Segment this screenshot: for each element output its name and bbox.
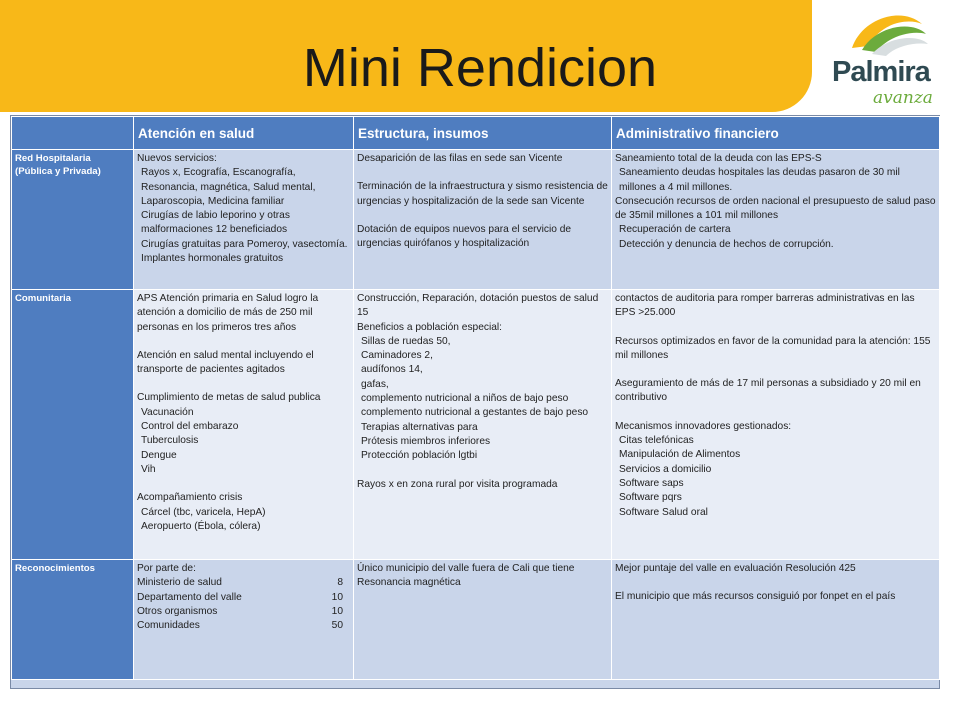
table-cell — [612, 560, 940, 680]
cell-line: Detección y denuncia de hechos de corrupción. — [619, 238, 834, 250]
row-header: Comunitaria — [12, 290, 134, 560]
recognition-source: Ministerio de salud — [137, 577, 222, 589]
header-cell: Atención en salud — [134, 117, 354, 150]
cell-line: Saneamiento deudas hospitales las deudas pasaron de 30 mil millones a 4 mil millones. — [619, 167, 900, 193]
recognition-source: Comunidades — [137, 620, 200, 632]
cell-line: Saneamiento total de la deuda con las EPS-S — [615, 153, 822, 164]
table-cell — [134, 560, 354, 680]
cell-line: Cumplimiento de metas de salud publica — [137, 392, 321, 404]
cell-line: Beneficios a población especial: — [357, 321, 502, 333]
logo-wordmark: Palmira — [832, 56, 930, 88]
cell-line: Mejor puntaje del valle en evaluación Resolución 425 — [615, 563, 856, 574]
row-header: Red Hospitalaria (Pública y Privada) — [12, 150, 134, 290]
table-cell — [612, 150, 940, 290]
cell-line: El municipio que más recursos consiguió por fonpet en el país — [615, 591, 896, 603]
cell-spacer — [615, 406, 936, 420]
cell-spacer — [615, 363, 936, 377]
cell-line: Control del embarazo — [141, 421, 239, 433]
table-header-row — [12, 117, 940, 150]
recognition-source: Otros organismos — [137, 605, 218, 617]
cell-line: 15 — [357, 307, 369, 319]
cell-spacer — [357, 209, 608, 223]
cell-line: Construcción, Reparación, dotación puestos de salud — [357, 293, 599, 304]
cell-spacer — [615, 576, 936, 590]
cell-line: Terminación de la infraestructura y sismo resistencia de urgencias y hospitalización de la sede san Vicente — [357, 181, 608, 207]
cell-line: Protección población lgtbi — [361, 450, 478, 462]
table-row — [12, 560, 940, 680]
header-cell: Administrativo financiero — [612, 117, 940, 150]
cell-line: Único municipio del valle fuera de Cali que tiene Resonancia magnética — [357, 563, 575, 589]
cell-line: APS Atención primaria en Salud logro la atención a domicilio de más de 250 mil personas en los primeros tres años — [137, 293, 319, 333]
cell-line: Consecución recursos de orden nacional el presupuesto de salud paso de 35mil millones a 101 mil millones — [615, 195, 936, 222]
cell-line: Atención en salud mental incluyendo el transporte de pacientes agitados — [137, 349, 314, 376]
cell-line: Software pqrs — [619, 492, 682, 504]
table-cell — [612, 290, 940, 560]
cell-spacer — [137, 335, 350, 349]
cell-line: Prótesis miembros inferiores — [361, 435, 491, 447]
cell-line: Sillas de ruedas 50, — [361, 335, 451, 347]
recognition-count — [137, 619, 343, 633]
cell-spacer — [137, 477, 350, 491]
header-cell: Estructura, insumos — [354, 117, 612, 150]
recognition-number: 10 — [331, 605, 343, 617]
cell-line: complemento nutricional a gestantes de bajo peso — [361, 407, 589, 419]
table-row — [12, 150, 940, 290]
cell-line: Rayos x, Ecografía, Escanografía, Resonancia, magnética, Salud mental, Laparoscopia, Medicina familiar — [141, 167, 316, 207]
cell-line: Mecanismos innovadores gestionados: — [615, 420, 792, 432]
cell-line: Cirugías de labio leporino y otras malformaciones 12 beneficiados — [141, 210, 290, 236]
recognition-count — [137, 591, 343, 605]
recognition-source: Departamento del valle — [137, 591, 242, 603]
table-cell — [354, 150, 612, 290]
cell-line: Servicios a domicilio — [619, 463, 712, 475]
cell-line: Cirugías gratuitas para Pomeroy, vasectomía. — [141, 238, 348, 250]
cell-line: contactos de auditoria para romper barreras administrativas en las EPS >25.000 — [615, 293, 915, 319]
cell-line: Vacunación — [141, 406, 194, 418]
cell-line: Recuperación de cartera — [619, 224, 731, 236]
table-cell — [354, 290, 612, 560]
logo-swirl-icon — [822, 0, 960, 60]
row-header: Reconocimientos — [12, 560, 134, 680]
cell-line: complemento nutricional a niños de bajo peso — [361, 393, 569, 405]
cell-line: Rayos x en zona rural por visita programada — [357, 478, 558, 490]
cell-line: gafas, — [361, 378, 389, 390]
table-cell — [134, 150, 354, 290]
cell-line: Terapias alternativas para — [361, 421, 478, 433]
header-cell — [12, 117, 134, 150]
recognition-count — [137, 605, 343, 619]
cell-line: Aeropuerto (Ébola, cólera) — [141, 520, 261, 532]
cell-line: Software Salud oral — [619, 506, 708, 518]
cell-line: Implantes hormonales gratuitos — [141, 253, 284, 265]
recognition-number: 50 — [331, 620, 343, 632]
cell-line: Software saps — [619, 477, 684, 489]
cell-line: Aseguramiento de más de 17 mil personas a subsidiado y 20 mil en contributivo — [615, 378, 921, 404]
cell-line: Manipulación de Alimentos — [619, 449, 741, 461]
table-row — [12, 290, 940, 560]
cell-spacer — [137, 377, 350, 391]
cell-line: Vih — [141, 463, 156, 475]
cell-line: Citas telefónicas — [619, 435, 694, 447]
recognition-count — [137, 576, 343, 590]
cell-line: Tuberculosis — [141, 435, 199, 447]
cell-line: Recursos optimizados en favor de la comunidad para la atención: 155 mil millones — [615, 335, 931, 361]
cell-line: Acompañamiento crisis — [137, 492, 243, 504]
cell-spacer — [615, 321, 936, 335]
cell-line: Caminadores 2, — [361, 350, 433, 362]
cell-spacer — [357, 166, 608, 180]
recognition-number: 10 — [331, 591, 343, 603]
slide-title: Mini Rendicion — [302, 38, 658, 98]
cell-line: Dotación de equipos nuevos para el servicio de urgencias quirófanos y hospitalización — [357, 223, 572, 250]
cell-spacer — [357, 464, 608, 478]
recognition-number: 8 — [337, 577, 343, 589]
table-cell — [134, 290, 354, 560]
cell-line: Cárcel (tbc, varicela, HepA) — [141, 506, 266, 518]
cell-line: Por parte de: — [137, 563, 196, 574]
logo-tagline: avanza — [873, 88, 933, 108]
cell-line: audífonos 14, — [361, 364, 423, 376]
rendicion-table — [10, 115, 940, 689]
cell-line: Desaparición de las filas en sede san Vicente — [357, 153, 563, 164]
cell-line: Nuevos servicios: — [137, 153, 217, 164]
cell-line: Dengue — [141, 449, 177, 461]
table-cell — [354, 560, 612, 680]
